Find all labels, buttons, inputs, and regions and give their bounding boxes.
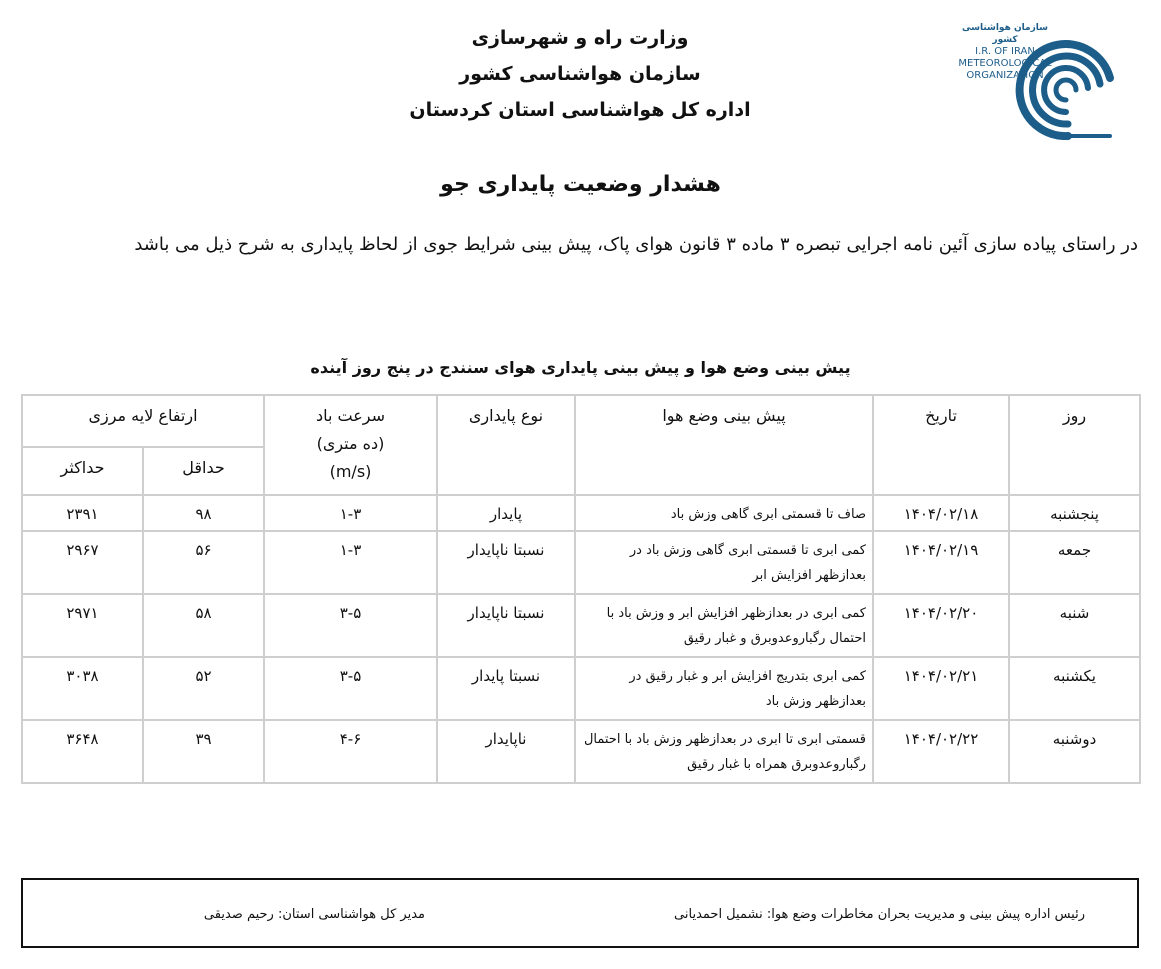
forecast-head-title: رئیس اداره پیش بینی و مدیریت بحران مخاطرات وضع هوا:: [766, 907, 1085, 922]
cell-stability: ناپایدار: [437, 720, 575, 783]
cell-day: یکشنبه: [1009, 657, 1140, 720]
cell-min: ۹۸: [143, 495, 264, 531]
cell-min: ۵۸: [143, 594, 264, 657]
ministry-name: وزارت راه و شهرسازی: [471, 27, 689, 49]
cell-wind: ۱-۳: [264, 495, 437, 531]
director-name: رحیم صدیقی: [203, 907, 274, 922]
cell-day: پنجشنبه: [1009, 495, 1140, 531]
cell-forecast: کمی ابری بتدریج افزایش ابر و غبار رقیق در بعدازظهر وزش باد: [575, 657, 873, 720]
header-stability: نوع پایداری: [437, 395, 575, 495]
header-forecast: پیش بینی وضع هوا: [575, 395, 873, 495]
header-wind-line-1: سرعت باد: [315, 406, 386, 425]
cell-wind: ۴-۶: [264, 720, 437, 783]
header-min: حداقل: [143, 447, 264, 495]
letterhead: [380, 20, 780, 128]
table-row: [22, 657, 1140, 720]
organization-name: سازمان هواشناسی کشور: [459, 63, 701, 85]
cell-max: ۲۹۶۷: [22, 531, 143, 594]
cell-day: شنبه: [1009, 594, 1140, 657]
table-row: [22, 531, 1140, 594]
logo-en-line-1: I.R. OF IRAN: [975, 46, 1035, 57]
logo-en-line-2: METEOROLOGICAL: [958, 58, 1052, 69]
forecast-head-signature: [674, 907, 1085, 922]
cell-date: ۱۴۰۴/۰۲/۱۸: [873, 495, 1009, 531]
header-max: حداکثر: [22, 447, 143, 495]
header-wind-speed: [264, 395, 437, 495]
document-title: هشدار وضعیت پایداری جو: [440, 172, 721, 197]
meteorological-organization-logo: [950, 18, 1115, 140]
cell-day: دوشنبه: [1009, 720, 1140, 783]
table-title: پیش بینی وضع هوا و پیش بینی پایداری هوای سنندج در پنج روز آینده: [310, 358, 851, 377]
cell-min: ۵۲: [143, 657, 264, 720]
spiral-logo-icon: [950, 18, 1115, 140]
director-title: مدیر کل هواشناسی استان:: [277, 907, 425, 922]
table-header-row: [22, 395, 1140, 447]
header-wind-line-2: (ده متری): [316, 434, 385, 453]
cell-forecast: قسمتی ابری تا ابری در بعدازظهر وزش باد با احتمال رگباروعدوبرق همراه با غبار رقیق: [575, 720, 873, 783]
cell-wind: ۳-۵: [264, 657, 437, 720]
cell-day: جمعه: [1009, 531, 1140, 594]
cell-max: ۲۹۷۱: [22, 594, 143, 657]
cell-date: ۱۴۰۴/۰۲/۲۱: [873, 657, 1009, 720]
intro-paragraph: در راستای پیاده سازی آئین نامه اجرایی تبصره ۳ ماده ۳ قانون هوای پاک، پیش بینی شرایط جوی از لحاظ پایداری به شرح ذیل می باشد: [134, 234, 1138, 255]
cell-stability: نسبتا پایدار: [437, 657, 575, 720]
cell-max: ۳۶۴۸: [22, 720, 143, 783]
cell-stability: پایدار: [437, 495, 575, 531]
cell-forecast: صاف تا قسمتی ابری گاهی وزش باد: [575, 495, 873, 531]
logo-en-line-3: ORGANIZATION: [966, 70, 1044, 81]
provincial-office-name: اداره کل هواشناسی استان کردستان: [409, 99, 751, 121]
cell-forecast: کمی ابری در بعدازظهر افزایش ابر و وزش باد با احتمال رگباروعدوبرق و غبار رقیق: [575, 594, 873, 657]
cell-stability: نسبتا ناپایدار: [437, 531, 575, 594]
cell-forecast: کمی ابری تا قسمتی ابری گاهی وزش باد در بعدازظهر افزایش ابر: [575, 531, 873, 594]
cell-stability: نسبتا ناپایدار: [437, 594, 575, 657]
cell-min: ۵۶: [143, 531, 264, 594]
header-day: روز: [1009, 395, 1140, 495]
table-row: [22, 495, 1140, 531]
cell-date: ۱۴۰۴/۰۲/۱۹: [873, 531, 1009, 594]
cell-date: ۱۴۰۴/۰۲/۲۰: [873, 594, 1009, 657]
header-boundary-layer: ارتفاع لایه مرزی: [22, 395, 264, 447]
forecast-head-name: نشمیل احمدیانی: [674, 907, 763, 922]
cell-max: ۳۰۳۸: [22, 657, 143, 720]
cell-wind: ۱-۳: [264, 531, 437, 594]
forecast-table: [21, 394, 1141, 784]
director-signature: [204, 907, 425, 922]
header-wind-line-3: (m/s): [329, 462, 372, 481]
table-row: [22, 720, 1140, 783]
cell-max: ۲۳۹۱: [22, 495, 143, 531]
table-row: [22, 594, 1140, 657]
header-date: تاریخ: [873, 395, 1009, 495]
cell-min: ۳۹: [143, 720, 264, 783]
cell-date: ۱۴۰۴/۰۲/۲۲: [873, 720, 1009, 783]
logo-fa-name: سازمان هواشناسی کشور: [961, 23, 1048, 45]
signature-box: [21, 878, 1139, 948]
cell-wind: ۳-۵: [264, 594, 437, 657]
